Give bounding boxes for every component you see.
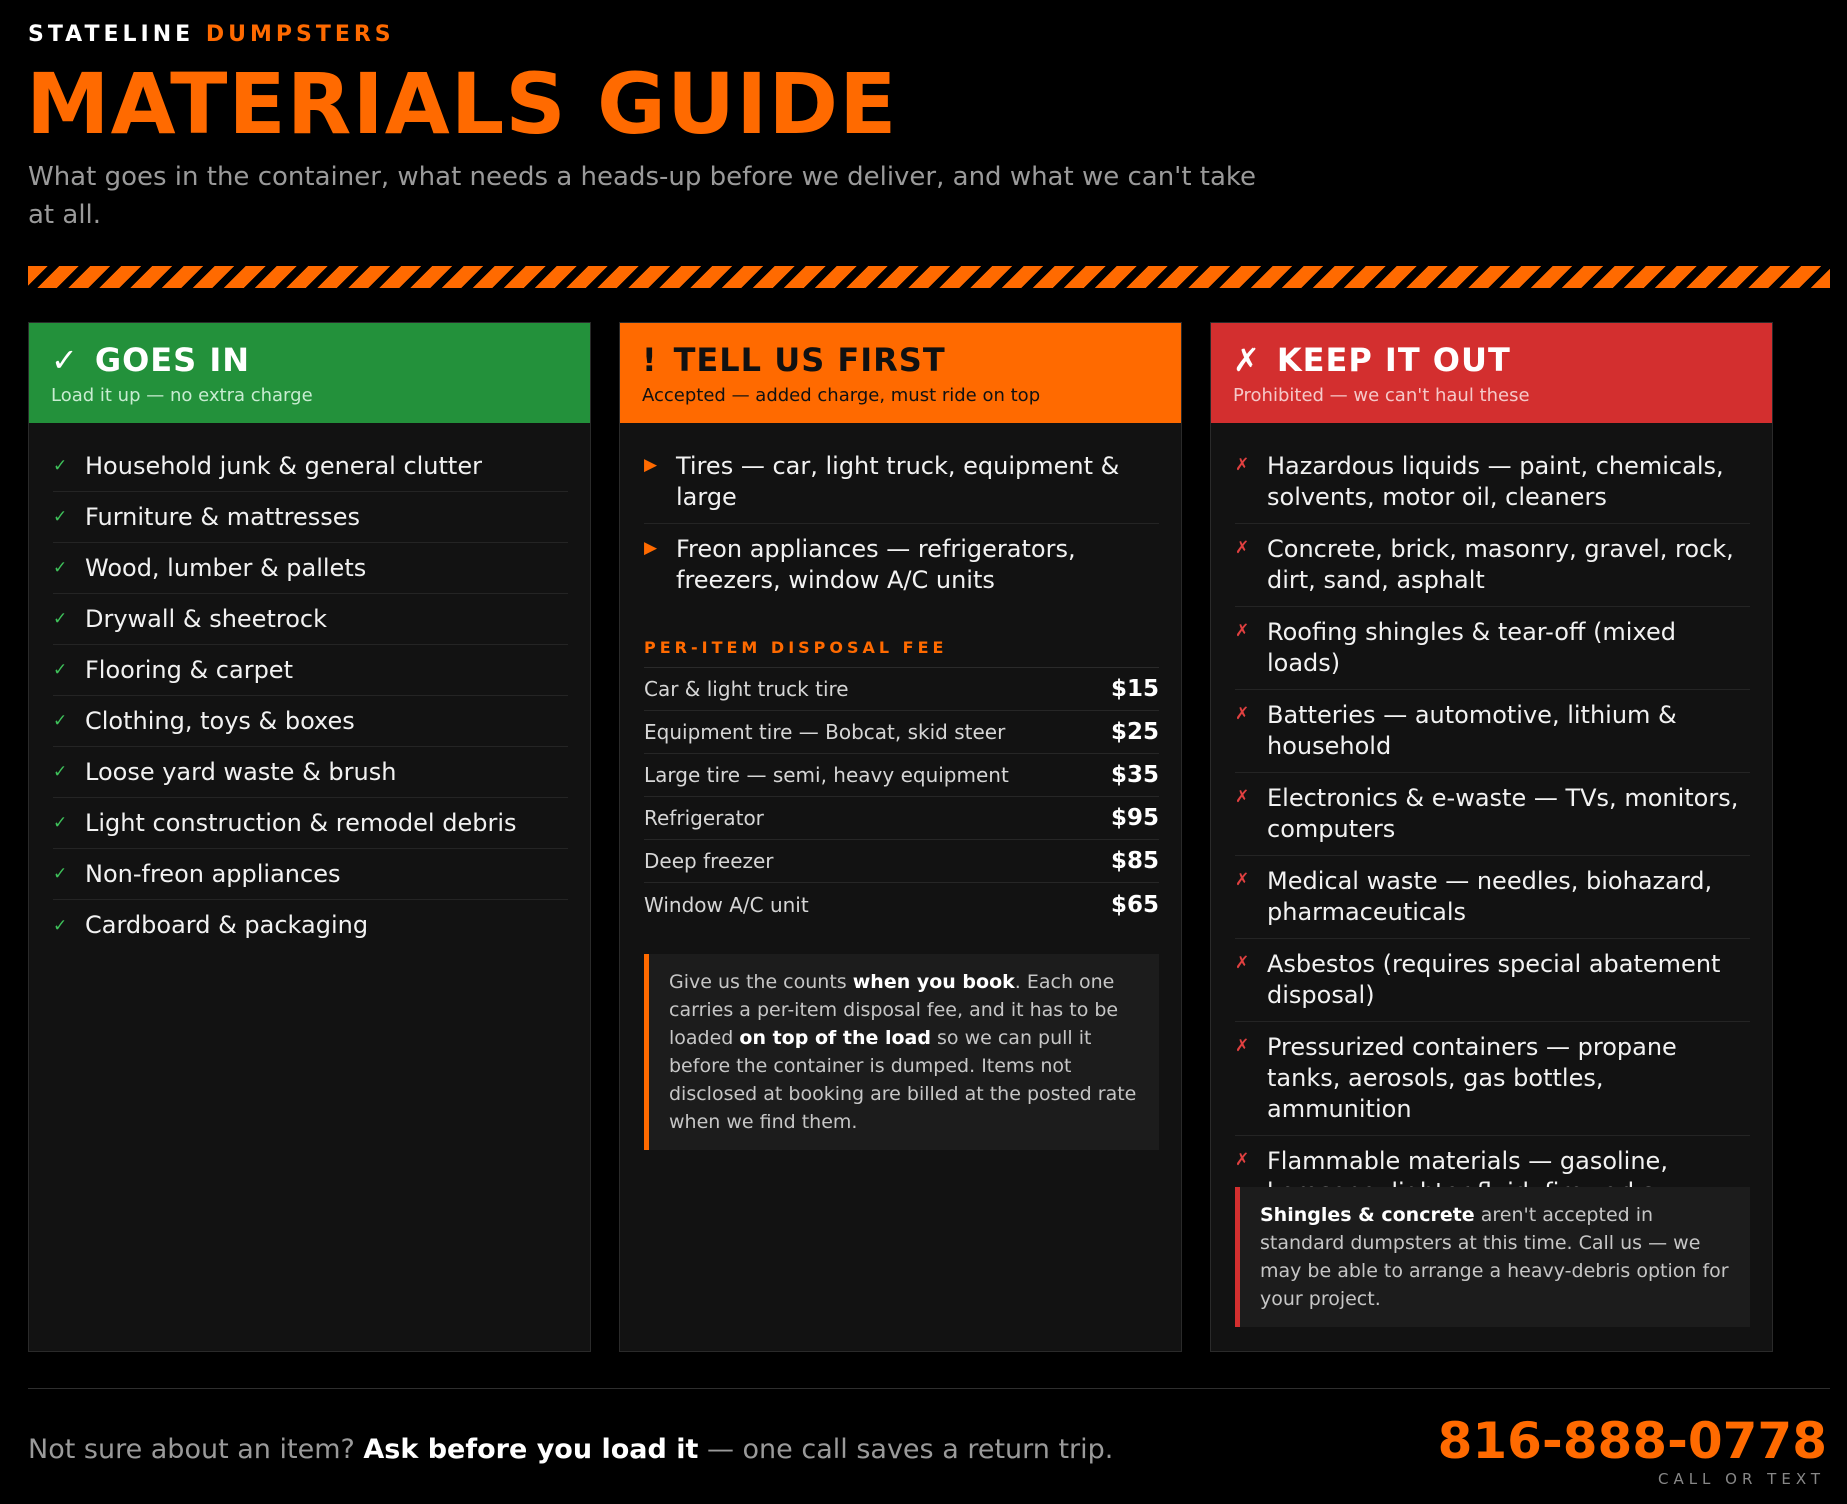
tell-us-first-note [644, 954, 1159, 1150]
x-mark-icon: ✗ [1235, 870, 1250, 890]
table-row [644, 711, 1159, 754]
tell-us-first-panel [619, 322, 1182, 1352]
fee-item-price: $95 [1110, 805, 1159, 831]
list-item-label: Clothing, toys & boxes [85, 706, 355, 735]
note-emphasis: on top of the load [739, 1027, 931, 1049]
footer-emphasis: Ask before you load it [363, 1434, 699, 1465]
list-item [53, 594, 568, 645]
tell-us-first-list [620, 423, 1181, 606]
list-item [53, 543, 568, 594]
list-item [1235, 441, 1750, 524]
list-item [644, 441, 1159, 524]
list-item-label: Cardboard & packaging [85, 911, 369, 939]
list-item-label: Asbestos (requires special abatement disposal) [1267, 950, 1721, 1009]
call-or-text-label: CALL OR TEXT [1657, 1470, 1825, 1488]
brand-word-2: DUMPSTERS [205, 22, 395, 47]
list-item-label: Batteries — automotive, lithium & household [1267, 701, 1677, 760]
list-item-label: Flammable materials — gasoline, [1267, 1147, 1668, 1175]
list-item [1235, 690, 1750, 773]
list-item [1235, 939, 1750, 1022]
phone-number-link[interactable]: 816-888-0778 [1437, 1412, 1827, 1470]
tell-us-first-title: TELL US FIRST [673, 341, 946, 379]
note-text: so we can pull it before the container is dumped. Items not disclosed at booking are billed at the posted rate when we find them. [669, 1027, 1137, 1133]
list-item [1235, 856, 1750, 939]
list-item-label: Non-freon appliances [85, 859, 341, 888]
goes-in-panel [28, 322, 591, 1352]
list-item-label: Medical waste — needles, biohazard, pharmaceuticals [1267, 867, 1713, 926]
fee-item-name: Large tire — semi, heavy equipment [644, 763, 1009, 787]
x-mark-icon: ✗ [1235, 621, 1250, 641]
list-item [53, 798, 568, 849]
list-item [644, 524, 1159, 606]
check-icon: ✓ [51, 341, 79, 379]
note-text: . Each one carries a per-item disposal fee, and it has to be loaded [669, 971, 1119, 1049]
keep-it-out-title: KEEP IT OUT [1276, 341, 1511, 379]
check-icon: ✓ [53, 558, 68, 578]
goes-in-header [29, 323, 590, 423]
list-item-label: Furniture & mattresses [85, 502, 361, 531]
fee-item-name: Refrigerator [644, 806, 764, 830]
list-item [53, 696, 568, 747]
goes-in-subtitle: Load it up — no extra charge [51, 385, 313, 406]
list-item-label: Loose yard waste & brush [85, 757, 397, 786]
footer-divider [28, 1388, 1830, 1389]
footer-text: — one call saves a return trip. [698, 1434, 1114, 1465]
table-row [644, 840, 1159, 883]
fee-item-price: $65 [1110, 891, 1159, 918]
keep-it-out-subtitle: Prohibited — we can't haul these [1233, 385, 1530, 406]
list-item [53, 492, 568, 543]
check-icon: ✓ [53, 660, 68, 680]
x-mark-icon: ✗ [1235, 953, 1250, 973]
check-icon: ✓ [53, 864, 68, 884]
table-row [644, 754, 1159, 797]
list-item-label: Concrete, brick, masonry, gravel, rock, dirt, sand, asphalt [1267, 535, 1734, 594]
fee-item-name: Deep freezer [644, 849, 774, 873]
fee-table-label: PER-ITEM DISPOSAL FEE [644, 638, 948, 657]
list-item [53, 441, 568, 492]
keep-it-out-note [1235, 1187, 1750, 1327]
triangle-bullet-icon: ▶ [644, 455, 658, 475]
list-item [1235, 524, 1750, 607]
fee-item-price: $85 [1110, 848, 1159, 874]
note-text: aren't accepted in standard dumpsters at this time. Call us — we may be able to arrange a heavy-debris option for your project. [1260, 1204, 1729, 1310]
list-item-label: Roofing shingles & tear-off (mixed loads) [1267, 618, 1676, 677]
list-item-label: Hazardous liquids — paint, chemicals, solvents, motor oil, cleaners [1267, 452, 1724, 511]
page-subtitle: What goes in the container, what needs a heads-up before we deliver, and what we can't take at all. [28, 162, 1257, 230]
table-row [644, 883, 1159, 926]
goes-in-title: GOES IN [94, 341, 251, 379]
exclamation-icon: ! [642, 341, 658, 379]
fee-item-price: $35 [1110, 762, 1159, 788]
list-item-label: Tires — car, light truck, equipment & large [676, 452, 1120, 511]
list-item [1235, 607, 1750, 690]
list-item [1235, 773, 1750, 856]
list-item-label: Electronics & e-waste — TVs, monitors, computers [1267, 784, 1739, 843]
list-item-label: Drywall & sheetrock [85, 604, 327, 633]
x-mark-icon: ✗ [1235, 787, 1250, 807]
check-icon: ✓ [53, 915, 68, 936]
keep-it-out-header [1211, 323, 1772, 423]
fee-table [644, 667, 1159, 926]
tell-us-first-header [620, 323, 1181, 423]
x-mark-icon: ✗ [1233, 341, 1261, 379]
fee-item-price: $15 [1110, 676, 1159, 702]
check-icon: ✓ [53, 813, 68, 833]
footer-text: Not sure about an item? [28, 1434, 364, 1465]
check-icon: ✓ [53, 609, 68, 629]
keep-it-out-list [1211, 423, 1772, 1218]
list-item-label: Wood, lumber & pallets [85, 553, 367, 582]
list-item [53, 747, 568, 798]
list-item-label: Freon appliances — refrigerators, freezers, window A/C units [676, 535, 1076, 594]
keep-it-out-panel [1210, 322, 1773, 1352]
table-row [644, 797, 1159, 840]
list-item-label: Light construction & remodel debris [85, 808, 517, 837]
list-item-label: Flooring & carpet [85, 655, 293, 684]
brand-name [28, 22, 395, 47]
x-mark-icon: ✗ [1235, 455, 1250, 475]
hazard-stripe-divider [28, 266, 1830, 288]
tell-us-first-subtitle: Accepted — added charge, must ride on top [642, 385, 1041, 406]
list-item [53, 645, 568, 696]
list-item [1235, 1022, 1750, 1136]
table-row [644, 668, 1159, 711]
x-mark-icon: ✗ [1235, 1150, 1250, 1170]
check-icon: ✓ [53, 762, 68, 782]
x-mark-icon: ✗ [1235, 538, 1250, 558]
check-icon: ✓ [53, 456, 68, 476]
footer-message [28, 1434, 1113, 1465]
fee-item-name: Equipment tire — Bobcat, skid steer [644, 720, 1006, 744]
note-emphasis: Shingles & concrete [1260, 1204, 1475, 1226]
list-item-label: Household junk & general clutter [85, 451, 482, 480]
fee-item-name: Window A/C unit [644, 892, 809, 917]
list-item-label: Pressurized containers — propane tanks, aerosols, gas bottles, ammunition [1267, 1033, 1677, 1123]
list-item [53, 849, 568, 900]
brand-word-1: STATELINE [28, 22, 195, 47]
check-icon: ✓ [53, 507, 68, 527]
note-text: Give us the counts [669, 971, 853, 993]
x-mark-icon: ✗ [1235, 1036, 1250, 1056]
fee-item-price: $25 [1110, 719, 1159, 745]
list-item [53, 900, 568, 951]
triangle-bullet-icon: ▶ [644, 538, 658, 558]
x-mark-icon: ✗ [1235, 704, 1250, 724]
note-emphasis: when you book [852, 971, 1015, 993]
fee-item-name: Car & light truck tire [644, 677, 849, 701]
goes-in-list [29, 423, 590, 951]
page-title: MATERIALS GUIDE [26, 55, 898, 153]
check-icon: ✓ [53, 711, 68, 731]
